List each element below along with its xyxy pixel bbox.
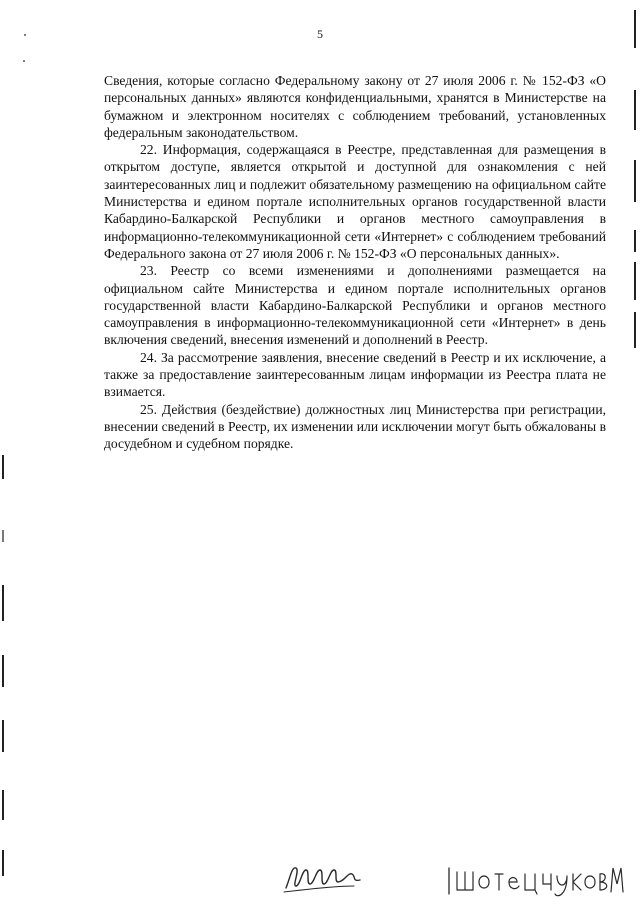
scan-edge-mark [2,790,4,820]
paragraph-24: 24. За рассмотрение заявления, внесение сведений в Реестр и их исключение, а также за предоставление заинтересованным лицам информации из Реестра плата не взимается. [104,349,606,400]
scan-edge-mark [2,850,4,876]
scan-edge-mark [634,312,636,348]
scan-dot [23,60,25,62]
scan-edge-mark [2,530,4,542]
scan-edge-mark [2,455,4,479]
paragraph-22: 22. Информация, содержащаяся в Реестре, представленная для размещения в открытом доступе, является открытой и доступной для ознакомления с ней заинтересованных лиц и подлежит обязательному размещению на официальном сайте Министерства и едином портале исполнительных органов государственной власти Кабардино-Балкарской Республики и органов местного самоуправления в информационно-телекоммуникационной сети «Интернет» с соблюдением требований Федерального закона от 27 июля 2006 г. № 152-ФЗ «О персональных данных». [104,142,606,261]
document-body [104,72,606,453]
scan-edge-mark [2,720,4,752]
scan-edge-mark [634,262,636,300]
scan-edge-mark [634,230,636,252]
scan-dot [24,34,26,36]
paragraph-23: 23. Реестр со всеми изменениями и дополнениями размещается на официальном сайте Министерства и едином портале исполнительных органов государственной власти Кабардино-Балкарской Республики и органов местного самоуправления в информационно-телекоммуникационной сети «Интернет» в день включения сведений, внесения изменений и дополнений в Реестр. [104,263,606,348]
page-number: 5 [317,27,323,41]
scan-edge-mark [634,160,636,202]
handwritten-signature [282,856,368,896]
paragraph-25: 25. Действия (бездействие) должностных лиц Министерства при регистрации, внесении сведений в Реестр, их изменении или исключении могут быть обжалованы в досудебном и судебном порядке. [104,401,606,452]
scan-edge-mark [2,585,4,621]
scan-edge-mark [634,10,636,48]
paragraph-intro: Сведения, которые согласно Федеральному закону от 27 июля 2006 г. № 152-ФЗ «О персональных данных» являются конфиденциальными, хранятся в Министерстве на бумажном и электронном носителях с соблюдением требований, установленных федеральным законодательством. [104,73,606,140]
handwritten-name [445,860,625,900]
scan-edge-mark [634,90,636,130]
scan-edge-mark [2,655,4,687]
